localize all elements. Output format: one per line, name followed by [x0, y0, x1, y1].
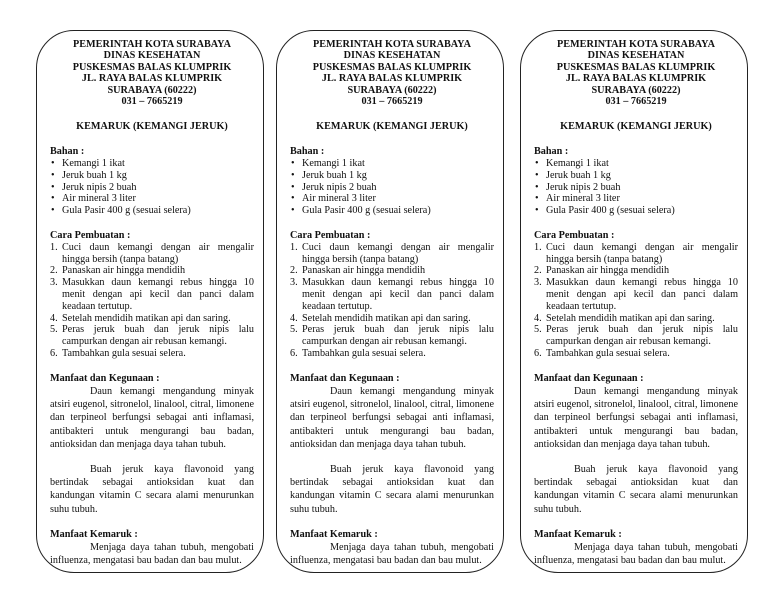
- step-number: 5.: [290, 324, 298, 336]
- header-line-4: JL. RAYA BALAS KLUMPRIK: [81, 73, 223, 85]
- list-item: • Air mineral 3 liter: [50, 193, 254, 205]
- header-line-1: PEMERINTAH KOTA SURABAYA: [73, 39, 231, 50]
- step-number: 2.: [50, 265, 58, 277]
- kemaruk-paragraph: Menjaga daya tahan tubuh, mengobati influenza, mengatasi bau badan dan bau mulut.: [50, 542, 254, 567]
- list-item: • Gula Pasir 400 g (sesuai selera): [50, 205, 254, 217]
- header-line-1: PEMERINTAH KOTA SURABAYA: [557, 39, 715, 50]
- step-text: Peras jeruk buah dan jeruk nipis lalu campurkan dengan air rebusan kemangi.: [62, 324, 254, 348]
- list-item: [534, 348, 738, 360]
- step-number: 4.: [534, 312, 542, 324]
- list-item: [50, 348, 254, 360]
- kemaruk-paragraph: Menjaga daya tahan tubuh, mengobati influenza, mengatasi bau badan dan bau mulut.: [534, 542, 738, 567]
- list-item: • Jeruk buah 1 kg: [50, 170, 254, 182]
- list-item: [534, 324, 738, 348]
- step-text: Cuci daun kemangi dengan air mengalir hingga bersih (tanpa batang): [546, 241, 738, 265]
- header-line-2: DINAS KESEHATAN: [103, 50, 201, 62]
- leaflet-panel-2: [276, 30, 504, 573]
- list-item: [50, 324, 254, 348]
- cara-list: [50, 242, 254, 360]
- step-text: Panaskan air hingga mendidih: [62, 265, 186, 277]
- list-item: [290, 348, 494, 360]
- list-item: [290, 242, 494, 266]
- step-text: Panaskan air hingga mendidih: [546, 265, 670, 277]
- step-number: 1.: [50, 241, 58, 253]
- kemaruk-paragraph: Menjaga daya tahan tubuh, mengobati influenza, mengatasi bau badan dan bau mulut.: [290, 542, 494, 567]
- step-text: Peras jeruk buah dan jeruk nipis lalu campurkan dengan air rebusan kemangi.: [302, 324, 494, 348]
- recipe-title: KEMARUK (KEMANGI JERUK): [560, 121, 712, 133]
- bahan-list: [534, 158, 738, 217]
- step-text: Panaskan air hingga mendidih: [302, 265, 426, 277]
- list-item: [290, 324, 494, 348]
- list-item: • Air mineral 3 liter: [290, 193, 494, 205]
- header-line-4: JL. RAYA BALAS KLUMPRIK: [565, 73, 707, 85]
- step-text: Tambahkan gula sesuai selera.: [302, 347, 426, 359]
- header-line-6: 031 – 7665219: [121, 96, 183, 108]
- step-text: Masukkan daun kemangi rebus hingga 10 menit dengan api kecil dan panci dalam keadaan tertutup.: [62, 277, 254, 312]
- step-text: Tambahkan gula sesuai selera.: [546, 347, 670, 359]
- step-number: 6.: [290, 347, 298, 359]
- step-number: 6.: [534, 347, 542, 359]
- manfaat-paragraph-1: Daun kemangi mengandung minyak atsiri eugenol, sitronelol, linalool, citral, limonene dan terpineol berfungsi sebagai anti inflamasi, antibakteri untuk mengurangi bau badan, antioksidan dan menjaga daya tahan tubuh.: [290, 385, 494, 451]
- header: [290, 39, 494, 107]
- header: [50, 39, 254, 107]
- step-text: Tambahkan gula sesuai selera.: [62, 347, 186, 359]
- kemaruk-heading: Manfaat Kemaruk :: [534, 529, 622, 541]
- list-item: [534, 277, 738, 312]
- header-line-5: SURABAYA (60222): [591, 84, 681, 96]
- step-text: Setelah mendidih matikan api dan saring.: [546, 312, 715, 324]
- step-number: 6.: [50, 347, 58, 359]
- header-line-5: SURABAYA (60222): [107, 84, 197, 96]
- list-item: [534, 242, 738, 266]
- step-text: Setelah mendidih matikan api dan saring.: [302, 312, 471, 324]
- step-text: Masukkan daun kemangi rebus hingga 10 menit dengan api kecil dan panci dalam keadaan tertutup.: [546, 277, 738, 312]
- header-line-2: DINAS KESEHATAN: [587, 50, 685, 62]
- list-item: • Kemangi 1 ikat: [534, 158, 738, 170]
- manfaat-heading: Manfaat dan Kegunaan :: [50, 372, 160, 384]
- list-item: • Kemangi 1 ikat: [290, 158, 494, 170]
- list-item: [50, 265, 254, 277]
- list-item: [290, 313, 494, 325]
- list-item: • Jeruk buah 1 kg: [290, 170, 494, 182]
- kemaruk-heading: Manfaat Kemaruk :: [50, 529, 138, 541]
- list-item: • Jeruk nipis 2 buah: [534, 182, 738, 194]
- header-line-4: JL. RAYA BALAS KLUMPRIK: [321, 73, 463, 85]
- leaflet-panel-1: [36, 30, 264, 573]
- bahan-list: [50, 158, 254, 217]
- header-line-3: PUSKESMAS BALAS KLUMPRIK: [72, 61, 232, 73]
- cara-heading: Cara Pembuatan :: [290, 230, 371, 242]
- list-item: • Jeruk nipis 2 buah: [50, 182, 254, 194]
- bahan-list: [290, 158, 494, 217]
- list-item: • Jeruk nipis 2 buah: [290, 182, 494, 194]
- step-number: 2.: [534, 265, 542, 277]
- cara-heading: Cara Pembuatan :: [534, 230, 615, 242]
- list-item: • Jeruk buah 1 kg: [534, 170, 738, 182]
- header-line-1: PEMERINTAH KOTA SURABAYA: [313, 39, 471, 50]
- step-number: 2.: [290, 265, 298, 277]
- list-item: [534, 313, 738, 325]
- manfaat-heading: Manfaat dan Kegunaan :: [534, 372, 644, 384]
- step-text: Masukkan daun kemangi rebus hingga 10 menit dengan api kecil dan panci dalam keadaan tertutup.: [302, 277, 494, 312]
- manfaat-paragraph-2: Buah jeruk kaya flavonoid yang bertindak sebagai antioksidan kuat dan kandungan vitamin C secara alami menurunkan suhu tubuh.: [290, 463, 494, 515]
- manfaat-paragraph-2: Buah jeruk kaya flavonoid yang bertindak sebagai antioksidan kuat dan kandungan vitamin C secara alami menurunkan suhu tubuh.: [534, 463, 738, 515]
- list-item: [50, 277, 254, 312]
- bahan-heading: Bahan :: [50, 146, 85, 158]
- manfaat-paragraph-2: Buah jeruk kaya flavonoid yang bertindak sebagai antioksidan kuat dan kandungan vitamin C secara alami menurunkan suhu tubuh.: [50, 463, 254, 515]
- step-number: 3.: [290, 277, 298, 289]
- cara-list: [290, 242, 494, 360]
- step-number: 5.: [534, 324, 542, 336]
- list-item: • Gula Pasir 400 g (sesuai selera): [290, 205, 494, 217]
- header-line-6: 031 – 7665219: [605, 96, 667, 108]
- header-line-3: PUSKESMAS BALAS KLUMPRIK: [556, 61, 716, 73]
- header-line-3: PUSKESMAS BALAS KLUMPRIK: [312, 61, 472, 73]
- step-text: Peras jeruk buah dan jeruk nipis lalu campurkan dengan air rebusan kemangi.: [546, 324, 738, 348]
- list-item: • Kemangi 1 ikat: [50, 158, 254, 170]
- header: [534, 39, 738, 107]
- list-item: [290, 277, 494, 312]
- header-line-2: DINAS KESEHATAN: [343, 50, 441, 62]
- list-item: [534, 265, 738, 277]
- list-item: [290, 265, 494, 277]
- manfaat-heading: Manfaat dan Kegunaan :: [290, 372, 400, 384]
- list-item: [50, 313, 254, 325]
- bahan-heading: Bahan :: [534, 146, 569, 158]
- list-item: • Gula Pasir 400 g (sesuai selera): [534, 205, 738, 217]
- bahan-heading: Bahan :: [290, 146, 325, 158]
- list-item: • Air mineral 3 liter: [534, 193, 738, 205]
- header-line-5: SURABAYA (60222): [347, 84, 437, 96]
- step-text: Cuci daun kemangi dengan air mengalir hingga bersih (tanpa batang): [302, 241, 494, 265]
- kemaruk-heading: Manfaat Kemaruk :: [290, 529, 378, 541]
- recipe-title: KEMARUK (KEMANGI JERUK): [76, 121, 228, 133]
- step-number: 3.: [50, 277, 58, 289]
- cara-heading: Cara Pembuatan :: [50, 230, 131, 242]
- step-number: 4.: [50, 312, 58, 324]
- manfaat-paragraph-1: Daun kemangi mengandung minyak atsiri eugenol, sitronelol, linalool, citral, limonene dan terpineol berfungsi sebagai anti inflamasi, antibakteri untuk mengurangi bau badan, antioksidan dan menjaga daya tahan tubuh.: [534, 385, 738, 451]
- step-number: 3.: [534, 277, 542, 289]
- recipe-title: KEMARUK (KEMANGI JERUK): [316, 121, 468, 133]
- step-number: 5.: [50, 324, 58, 336]
- header-line-6: 031 – 7665219: [361, 96, 423, 108]
- step-number: 1.: [290, 241, 298, 253]
- cara-list: [534, 242, 738, 360]
- manfaat-paragraph-1: Daun kemangi mengandung minyak atsiri eugenol, sitronelol, linalool, citral, limonene dan terpineol berfungsi sebagai anti inflamasi, antibakteri untuk mengurangi bau badan, antioksidan dan menjaga daya tahan tubuh.: [50, 385, 254, 451]
- step-number: 4.: [290, 312, 298, 324]
- step-number: 1.: [534, 241, 542, 253]
- list-item: [50, 242, 254, 266]
- leaflet-panel-3: [520, 30, 748, 573]
- step-text: Cuci daun kemangi dengan air mengalir hingga bersih (tanpa batang): [62, 241, 254, 265]
- step-text: Setelah mendidih matikan api dan saring.: [62, 312, 231, 324]
